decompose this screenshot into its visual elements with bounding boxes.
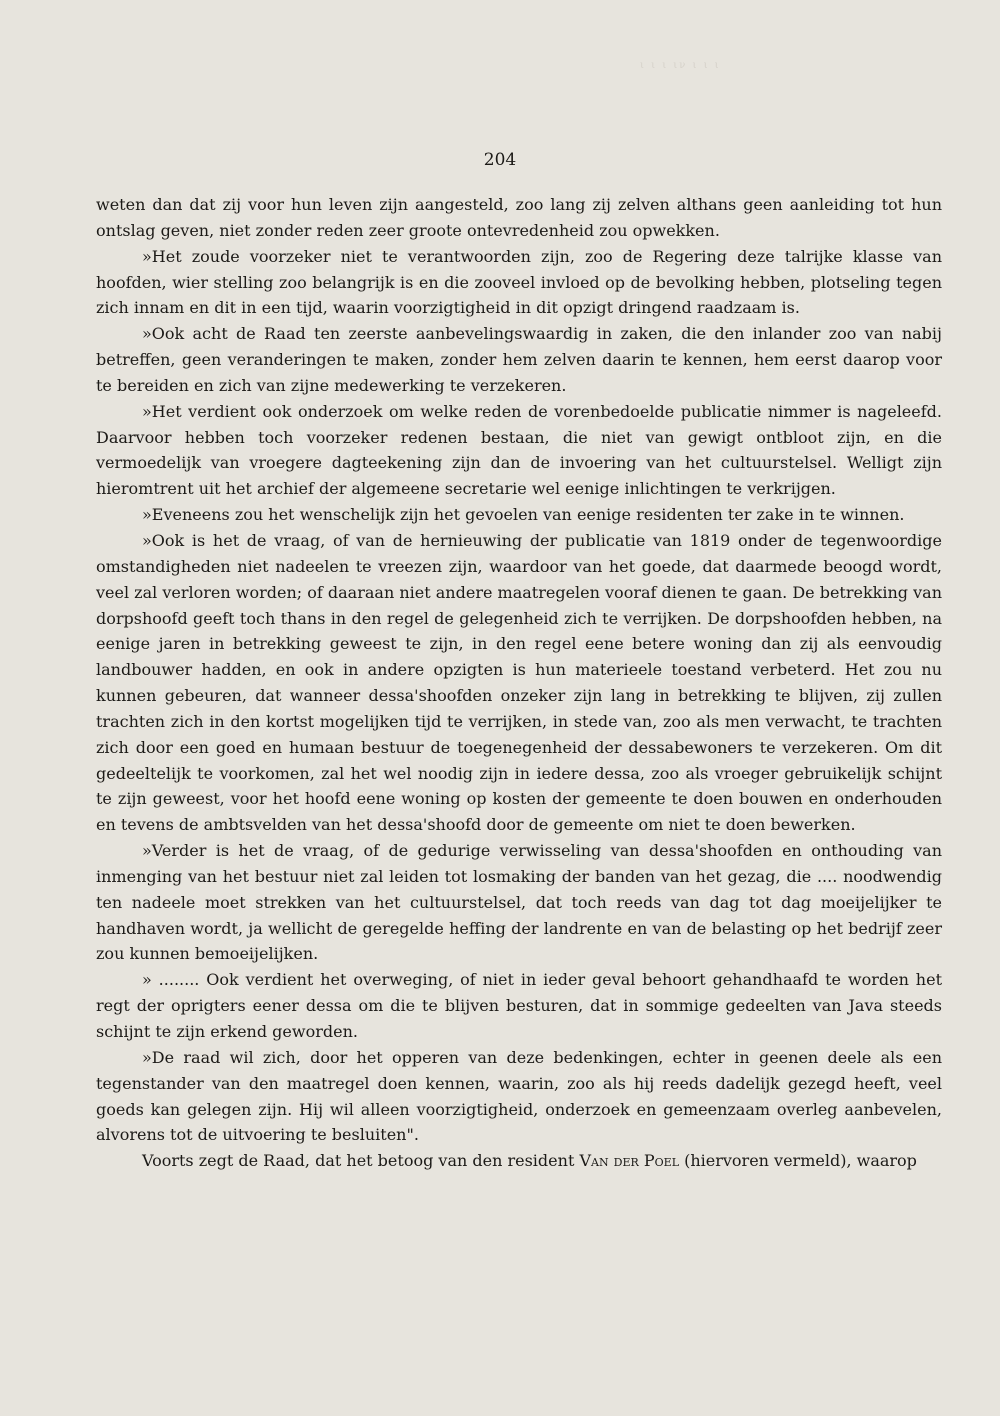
page-number: 204 (483, 150, 517, 170)
paragraph: »Eveneens zou het wenschelijk zijn het gevoelen van eenige residenten ter zake in te winnen. (142, 505, 905, 525)
paragraph: »Ook is het de vraag, of van de hernieuwing der publicatie van 1819 onder de tegenwoordige omstandigheden niet nadeelen te vreezen zijn, waardoor van het goede, dat daarmede beoogd wordt, veel zal verloren worden; of daaraan niet andere maatregelen vooraf dienen te gaan. De betrekking van dorpshoofd geeft toch thans in den regel de gelegenheid zich te verrijken. De dorpshoofden hebben, na eenige jaren in betrekking geweest te zijn, in den regel eene betere woning dan zij als eenvoudig landbouwer hadden, en ook in andere opzigten is hun materieele toestand verbeterd. Het zou nu kunnen gebeuren, dat wanneer dessa'shoofden onzeker zijn lang in betrekking te blijven, zij zullen trachten zich in den kortst mogelijken tijd te verrijken, in stede van, zoo als men verwacht, te trachten zich door een goed en humaan bestuur de toegenegenheid der dessabewoners te verzekeren. Om dit gedeeltelijk te voorkomen, zal het wel noodig zijn in iedere dessa, zoo als vroeger gebruikelijk schijnt te zijn geweest, voor het hoofd eene woning op kosten der gemeente te doen bouwen en onderhouden en tevens de ambtsvelden van het dessa'shoofd door de gemeente om niet te doen bewerken. (96, 530, 942, 835)
paragraph: »Verder is het de vraag, of de gedurige verwisseling van dessa'shoofden en onthouding van inmenging van het bestuur niet zal leiden tot losmaking der banden van het gezag, die .... noodwendig ten nadeele moet strekken van het cultuurstelsel, dat toch reeds van dag tot dag moeijelijker te handhaven wordt, ja wellicht de geregelde heffing der landrente en van de belasting op het bedrijf zeer zou kunnen bemoeijelijken. (96, 841, 942, 964)
paragraph: » ........ Ook verdient het overweging, of niet in ieder geval behoort gehandhaafd te worden het regt der oprigters eener dessa om die te blijven besturen, dat in sommige gedeelten van Java steeds schijnt te zijn erkend geworden. (96, 970, 942, 1041)
paragraph-last (96, 1148, 942, 1174)
bleed-through-text: ι ι ι ιν ι ι ι (640, 60, 721, 71)
resident-name: Van der Poel (579, 1151, 679, 1171)
last-paragraph-before: Voorts zegt de Raad, dat het betoog van den resident (142, 1151, 580, 1171)
paragraph: »Ook acht de Raad ten zeerste aanbevelingswaardig in zaken, die den inlander zoo van nabij betreffen, geen veranderingen te maken, zonder hem zelven daarin te kennen, hem eerst daarop voor te bereiden en zich van zijne medewerking te verzekeren. (96, 324, 942, 395)
paragraph-continuation: weten dan dat zij voor hun leven zijn aangesteld, zoo lang zij zelven althans geen aanleiding tot hun ontslag geven, niet zonder reden zeer groote ontevredenheid zou opwekken. (96, 195, 942, 240)
paragraph: »Het zoude voorzeker niet te verantwoorden zijn, zoo de Regering deze talrijke klasse van hoofden, wier stelling zoo belangrijk is en die zooveel invloed op de bevolking hebben, plotseling tegen zich innam en dit in een tijd, waarin voorzigtigheid in dit opzigt dringend raadzaam is. (96, 246, 942, 318)
last-paragraph-after: (hiervoren vermeld), waarop (679, 1151, 917, 1171)
body-text (96, 192, 942, 1174)
paragraph: »Het verdient ook onderzoek om welke reden de vorenbedoelde publicatie nimmer is nageleefd. Daarvoor hebben toch voorzeker redenen bestaan, die niet van gewigt ontbloot zijn, en die vermoedelijk van vroegere dagteekening zijn dan de invoering van het cultuurstelsel. Welligt zijn hieromtrent uit het archief der algemeene secretarie wel eenige inlichtingen te verkrijgen. (96, 401, 942, 499)
paragraph: »De raad wil zich, door het opperen van deze bedenkingen, echter in geenen deele als een tegenstander van den maatregel doen kennen, waarin, zoo als hij reeds dadelijk gezegd heeft, veel goeds kan gelegen zijn. Hij wil alleen voorzigtigheid, onderzoek en gemeenzaam overleg aanbevelen, alvorens tot de uitvoering te besluiten". (96, 1047, 942, 1145)
